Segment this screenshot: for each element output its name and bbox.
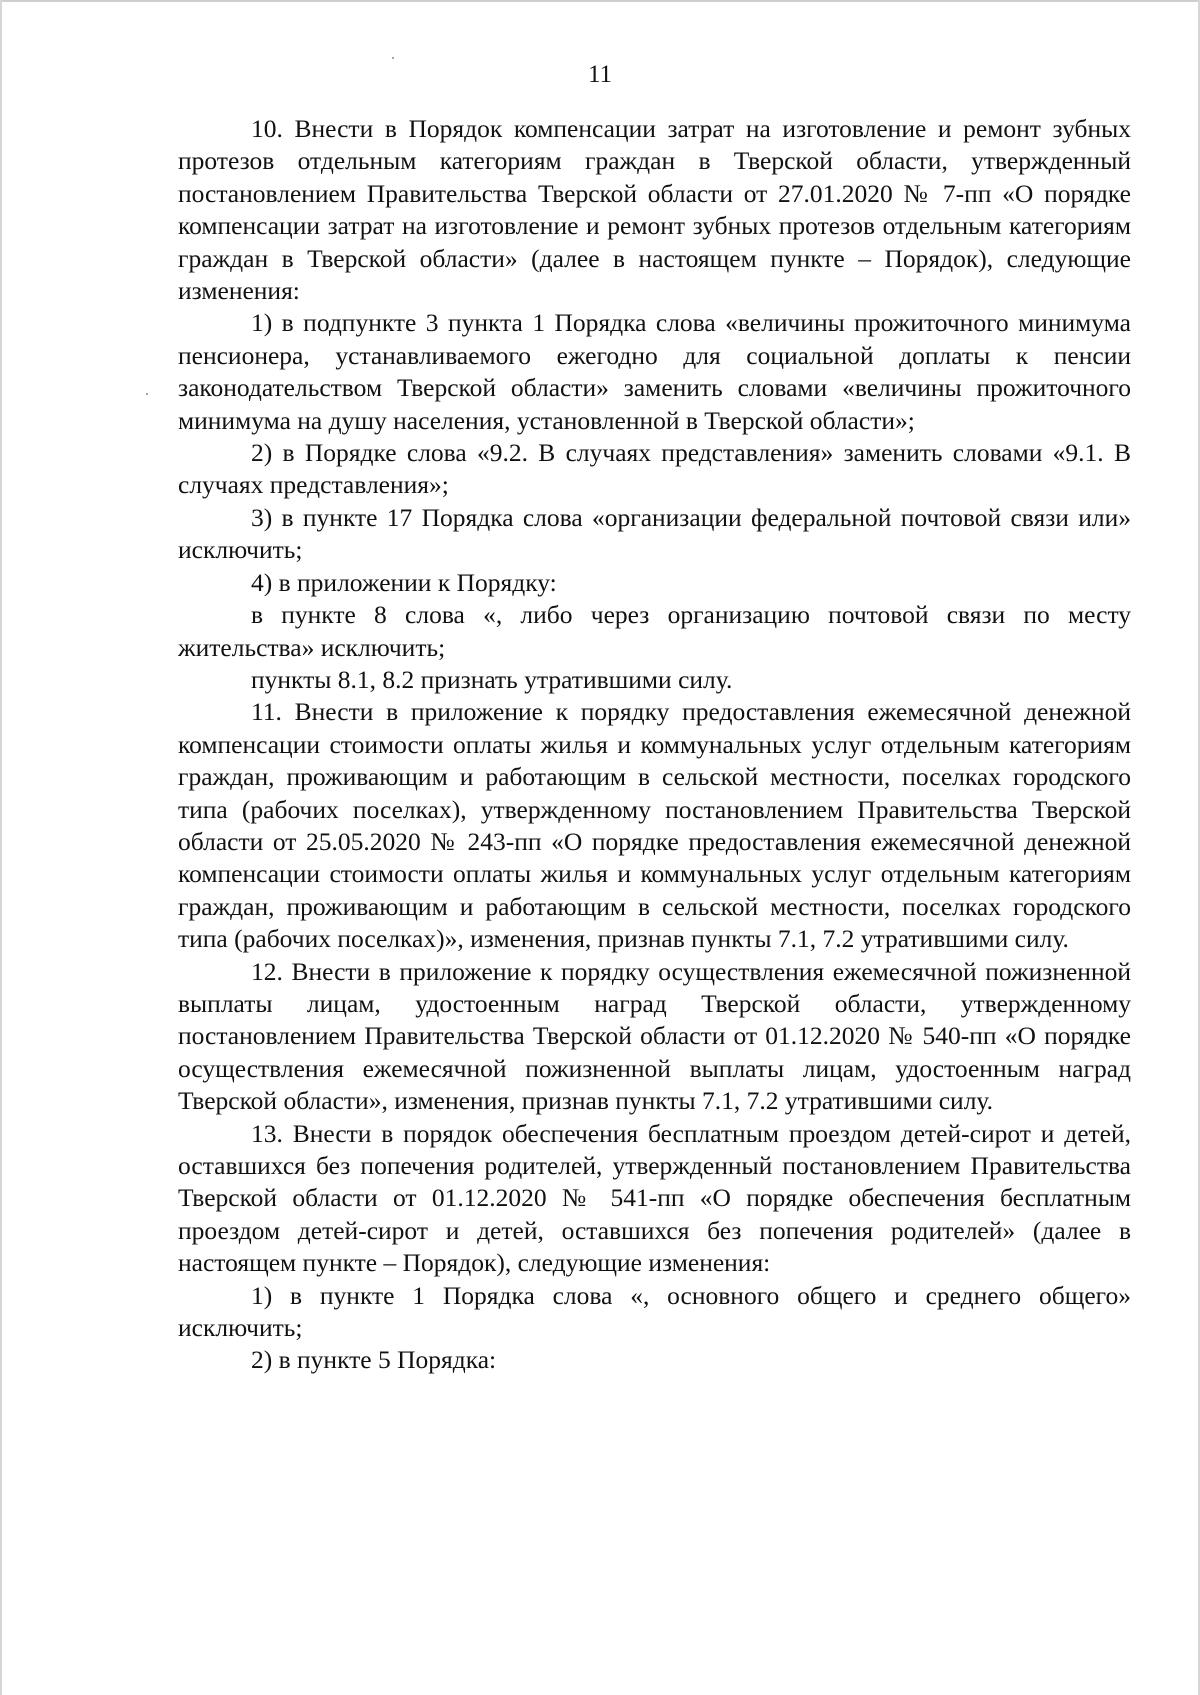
paragraph-11: 11. Внести в приложение к порядку предоставления ежемесячной денежной компенсации стоимости оплаты жилья и коммунальных услуг отдельным категориям граждан, проживающим и работающим в сельской местности, поселках городского типа (рабочих поселках), утвержденному постановлением Правительства Тверской области от 25.05.2020 № 243-пп «О порядке предоставления ежемесячной денежной компенсации стоимости оплаты жилья и коммунальных услуг отдельным категориям граждан, проживающим и работающим в сельской местности, поселках городского типа (рабочих поселках)», изменения, признав пункты 7.1, 7.2 утратившими силу.: [178, 697, 1131, 954]
paragraph-10-item-4-sub-2: пункты 8.1, 8.2 признать утратившими силу.: [251, 664, 733, 694]
paragraph-13-item-1: 1) в пункте 1 Порядка слова «, основного общего и среднего общего» исключить;: [178, 1280, 1131, 1343]
paragraph-10: 10. Внести в Порядок компенсации затрат на изготовление и ремонт зубных протезов отдельным категориям граждан в Тверской области, утвержденный постановлением Правительства Тверской области от 27.01.2020 № 7-пп «О порядке компенсации затрат на изготовление и ремонт зубных протезов отдельным категориям граждан в Тверской области» (далее в настоящем пункте – Порядок), следующие изменения:: [178, 114, 1131, 306]
paragraph-13: 13. Внести в порядок обеспечения бесплатным проездом детей-сирот и детей, оставшихся без попечения родителей, утвержденный постановлением Правительства Тверской области от 01.12.2020 № 541-пп «О порядке обеспечения бесплатным проездом детей-сирот и детей, оставшихся без попечения родителей» (далее в настоящем пункте – Порядок), следующие изменения:: [178, 1118, 1131, 1278]
paragraph-13-item-2: 2) в пункте 5 Порядка:: [251, 1345, 497, 1375]
paragraph-10-item-2: 2) в Порядке слова «9.2. В случаях представления» заменить словами «9.1. В случаях представления»;: [178, 438, 1131, 500]
scan-top-edge: [0, 0, 1200, 2]
scan-speck: [146, 393, 148, 395]
scan-speck: [392, 57, 394, 59]
scan-left-edge: [0, 0, 2, 1695]
paragraph-10-item-1: 1) в подпункте 3 пункта 1 Порядка слова «величины прожиточного минимума пенсионера, устанавливаемого ежегодно для социальной доплаты к пенсии законодательством Тверской области» заменить словами «величины прожиточного минимума на душу населения, установленной в Тверской области»;: [178, 308, 1131, 435]
paragraph-10-item-4: 4) в приложении к Порядку:: [251, 567, 557, 597]
paragraph-10-item-4-sub-1: в пункте 8 слова «, либо через организацию почтовой связи по месту жительства» исключить;: [178, 600, 1131, 662]
document-body: [178, 113, 1131, 1377]
page-number: 11: [587, 61, 613, 88]
paragraph-12: 12. Внести в приложение к порядку осуществления ежемесячной пожизненной выплаты лицам, удостоенным наград Тверской области, утвержденному постановлением Правительства Тверской области от 01.12.2020 № 540-пп «О порядке осуществления ежемесячной пожизненной выплаты лицам, удостоенным наград Тверской области», изменения, признав пункты 7.1, 7.2 утратившими силу.: [178, 956, 1131, 1116]
paragraph-10-item-3: 3) в пункте 17 Порядка слова «организации федеральной почтовой связи или» исключить;: [178, 502, 1131, 565]
